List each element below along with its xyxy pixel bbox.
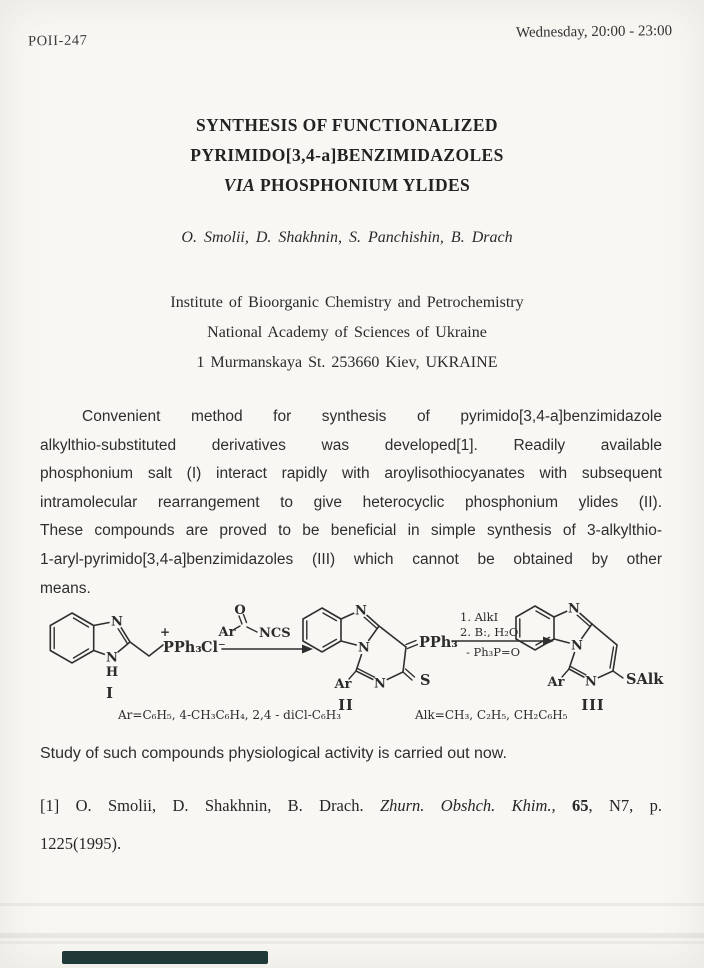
authors-line: O. Smolii, D. Shakhnin, S. Panchishin, B. Drach: [181, 229, 513, 246]
title-line-2: PYRIMIDO[3,4-a]BENZIMIDAZOLES: [190, 145, 504, 165]
structure-iii-drawing: [516, 601, 664, 715]
reference-volume: 65: [572, 796, 589, 815]
thione-double-bond: [403, 669, 415, 680]
ncs-group-label: NCS: [259, 626, 291, 641]
ar-substituents-note: Ar=C₆H₅, 4-CH₃C₆H₄, 2,4 - diCl-C₆H₃: [118, 708, 342, 722]
nitrogen-label: N: [585, 674, 597, 690]
affiliation-line-1: Institute of Bioorganic Chemistry and Petrochemistry: [170, 294, 524, 311]
reaction-arrow-1: [222, 645, 313, 654]
abstract-line: Convenient method for synthesis of pyrimido[3,4-a]benzimidazole: [82, 408, 662, 425]
affiliation: [37, 288, 657, 378]
nitrogen-label: N: [571, 638, 583, 654]
scan-artifact-streak: [0, 903, 704, 906]
affiliation-line-3: 1 Murmanskaya St. 253660 Kiev, UKRAINE: [196, 354, 498, 371]
aromatic-inner-bonds: [520, 611, 550, 645]
benzene-ring: [516, 606, 554, 650]
pph3-group-label: PPh₃: [163, 639, 202, 656]
plus-charge: +: [159, 625, 171, 639]
sulfur-label: S: [420, 672, 431, 689]
reference-line-1: [40, 796, 662, 816]
nitrogen-label: N: [568, 601, 580, 617]
abstract-line: intramolecular rearrangement to give heterocyclic phosphonium ylides (II).: [40, 493, 662, 511]
page-title: [37, 110, 657, 200]
pph3-group-label: PPh₃: [419, 634, 458, 651]
aromatic-inner-bonds: [54, 618, 88, 658]
abstract-line: phosphonium salt (I) interact rapidly with aroylisothiocyanates with subsequent: [40, 465, 662, 483]
salk-group-label: SAlk: [626, 671, 664, 688]
nitrogen-label: N: [358, 640, 370, 656]
abstract-line: alkylthio-substituted derivatives was developed[1]. Readily available: [40, 436, 662, 454]
condition-2: 2. B:, H₂O: [460, 625, 519, 639]
aromatic-inner-bonds: [307, 613, 337, 647]
reaction-arrow-2: [452, 610, 554, 659]
compound-iii-label: III: [581, 697, 605, 714]
reagent-bonds: [233, 626, 257, 632]
scan-artifact-bar: [62, 951, 268, 964]
hydrogen-label: H: [105, 665, 119, 680]
structure-i-drawing: [50, 613, 225, 702]
alk-substituents-note: Alk=CH₃, C₂H₅, CH₂C₆H₅: [415, 708, 568, 722]
paper-id: POII-247: [27, 32, 88, 50]
aryl-label: Ar: [218, 625, 236, 640]
title-line-1: SYNTHESIS OF FUNCTIONALIZED: [196, 115, 498, 135]
nitrogen-label: N: [106, 650, 118, 666]
title-line-3-rest: PHOSPHONIUM YLIDES: [259, 175, 471, 195]
abstract-paragraph: [40, 403, 662, 603]
nitrogen-label: N: [355, 603, 367, 619]
abstract-line: means.: [40, 579, 91, 597]
oxygen-label: O: [234, 603, 246, 618]
condition-1: 1. AlkI: [460, 610, 499, 624]
aryl-label: Ar: [547, 675, 565, 690]
scan-artifact-streak: [0, 941, 704, 944]
benzene-ring: [303, 608, 341, 652]
reagent-aroyl-isothiocyanate: [218, 603, 291, 641]
methylene-phosphonium-bonds: [130, 642, 163, 656]
ylide-double-bond: [406, 641, 418, 649]
ring-double-bond: [610, 647, 614, 668]
reaction-scheme: [0, 595, 704, 747]
compound-ii-label: II: [338, 697, 354, 714]
affiliation-line-2: National Academy of Sciences of Ukraine: [207, 324, 487, 341]
title-via: VIA: [223, 175, 256, 195]
thioether-bond: [613, 671, 623, 678]
reference-journal: Zhurn. Obshch. Khim.,: [379, 796, 556, 815]
nitrogen-label: N: [374, 676, 386, 692]
reference-line-2: 1225(1995).: [40, 834, 122, 853]
reference-block: [40, 796, 662, 854]
structure-ii-drawing: [303, 603, 458, 715]
reference-issue-page: , N7, p.: [588, 796, 663, 815]
title-line-3: [37, 170, 657, 200]
abstract-line: These compounds are proved to be beneficial in simple synthesis of 3-alkylthio-: [40, 522, 662, 540]
benzene-ring: [50, 613, 93, 663]
chloride-label: Cl⁻: [201, 639, 226, 656]
condition-3: - Ph₃P=O: [466, 645, 521, 659]
reference-authors: [1] O. Smolii, D. Shakhnin, B. Drach.: [40, 796, 364, 815]
scan-artifact-streak: [0, 933, 704, 938]
aryl-label: Ar: [334, 677, 352, 692]
nitrogen-label: N: [111, 614, 123, 630]
compound-i-label: I: [106, 685, 114, 702]
activity-note: Study of such compounds physiological activity is carried out now.: [40, 745, 507, 762]
abstract-line: 1-aryl-pyrimido[3,4-a]benzimidazoles (III) which cannot be obtained by other: [40, 550, 662, 568]
session-time: Wednesday, 20:00 - 23:00: [515, 23, 673, 41]
